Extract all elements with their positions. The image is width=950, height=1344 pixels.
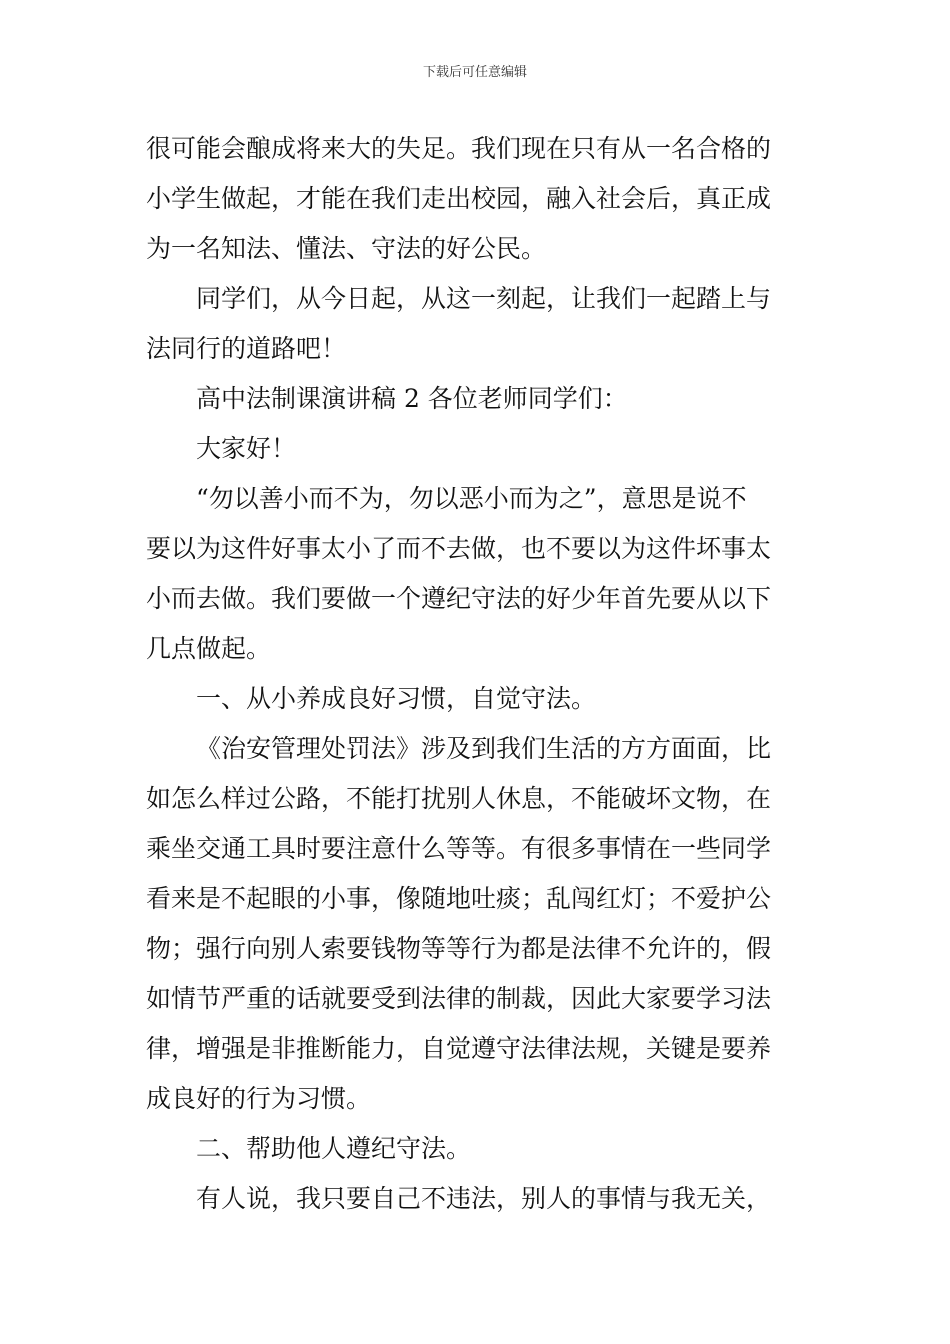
text-line: 法同行的道路吧！	[146, 334, 347, 363]
text-line: 几点做起。	[146, 634, 272, 663]
text-line: 要以为这件好事太小了而不去做，也不要以为这件坏事太	[146, 534, 772, 563]
text-line: 乘坐交通工具时要注意什么等等。有很多事情在一些同学	[146, 834, 772, 863]
text-line: 如情节严重的话就要受到法律的制裁，因此大家要学习法	[146, 984, 772, 1013]
text-line: 为一名知法、懂法、守法的好公民。	[146, 234, 547, 263]
text-line: 律，增强是非推断能力，自觉遵守法律法规，关键是要养	[146, 1034, 772, 1063]
page-header: 下载后可任意编辑	[422, 65, 527, 80]
paragraph-start-line: 《治安管理处罚法》涉及到我们生活的方方面面，比	[196, 734, 772, 763]
text-line: 小学生做起，才能在我们走出校园，融入社会后，真正成	[146, 184, 772, 213]
paragraph-start-line: 同学们，从今日起，从这一刻起，让我们一起踏上与	[196, 284, 772, 313]
text-line: 物；强行向别人索要钱物等等行为都是法律不允许的，假	[146, 934, 772, 963]
greeting-line: 大家好！	[196, 434, 297, 463]
heading-line: 一、从小养成良好习惯，自觉守法。	[196, 684, 597, 713]
text-line: 很可能会酿成将来大的失足。我们现在只有从一名合格的	[146, 134, 772, 163]
document-body	[146, 124, 806, 1224]
section-title-line: 高中法制课演讲稿 2 各位老师同学们：	[196, 384, 628, 413]
text-line: 看来是不起眼的小事，像随地吐痰；乱闯红灯；不爱护公	[146, 884, 772, 913]
text-line: 如怎么样过公路，不能打扰别人休息，不能破坏文物，在	[146, 784, 772, 813]
paragraph-start-line: 有人说，我只要自己不违法，别人的事情与我无关，	[196, 1184, 772, 1213]
heading-line: 二、帮助他人遵纪守法。	[196, 1134, 472, 1163]
text-line: 小而去做。我们要做一个遵纪守法的好少年首先要从以下	[146, 584, 772, 613]
text-line: 成良好的行为习惯。	[146, 1084, 372, 1113]
paragraph-start-line: “勿以善小而不为，勿以恶小而为之”，意思是说不	[196, 484, 747, 513]
